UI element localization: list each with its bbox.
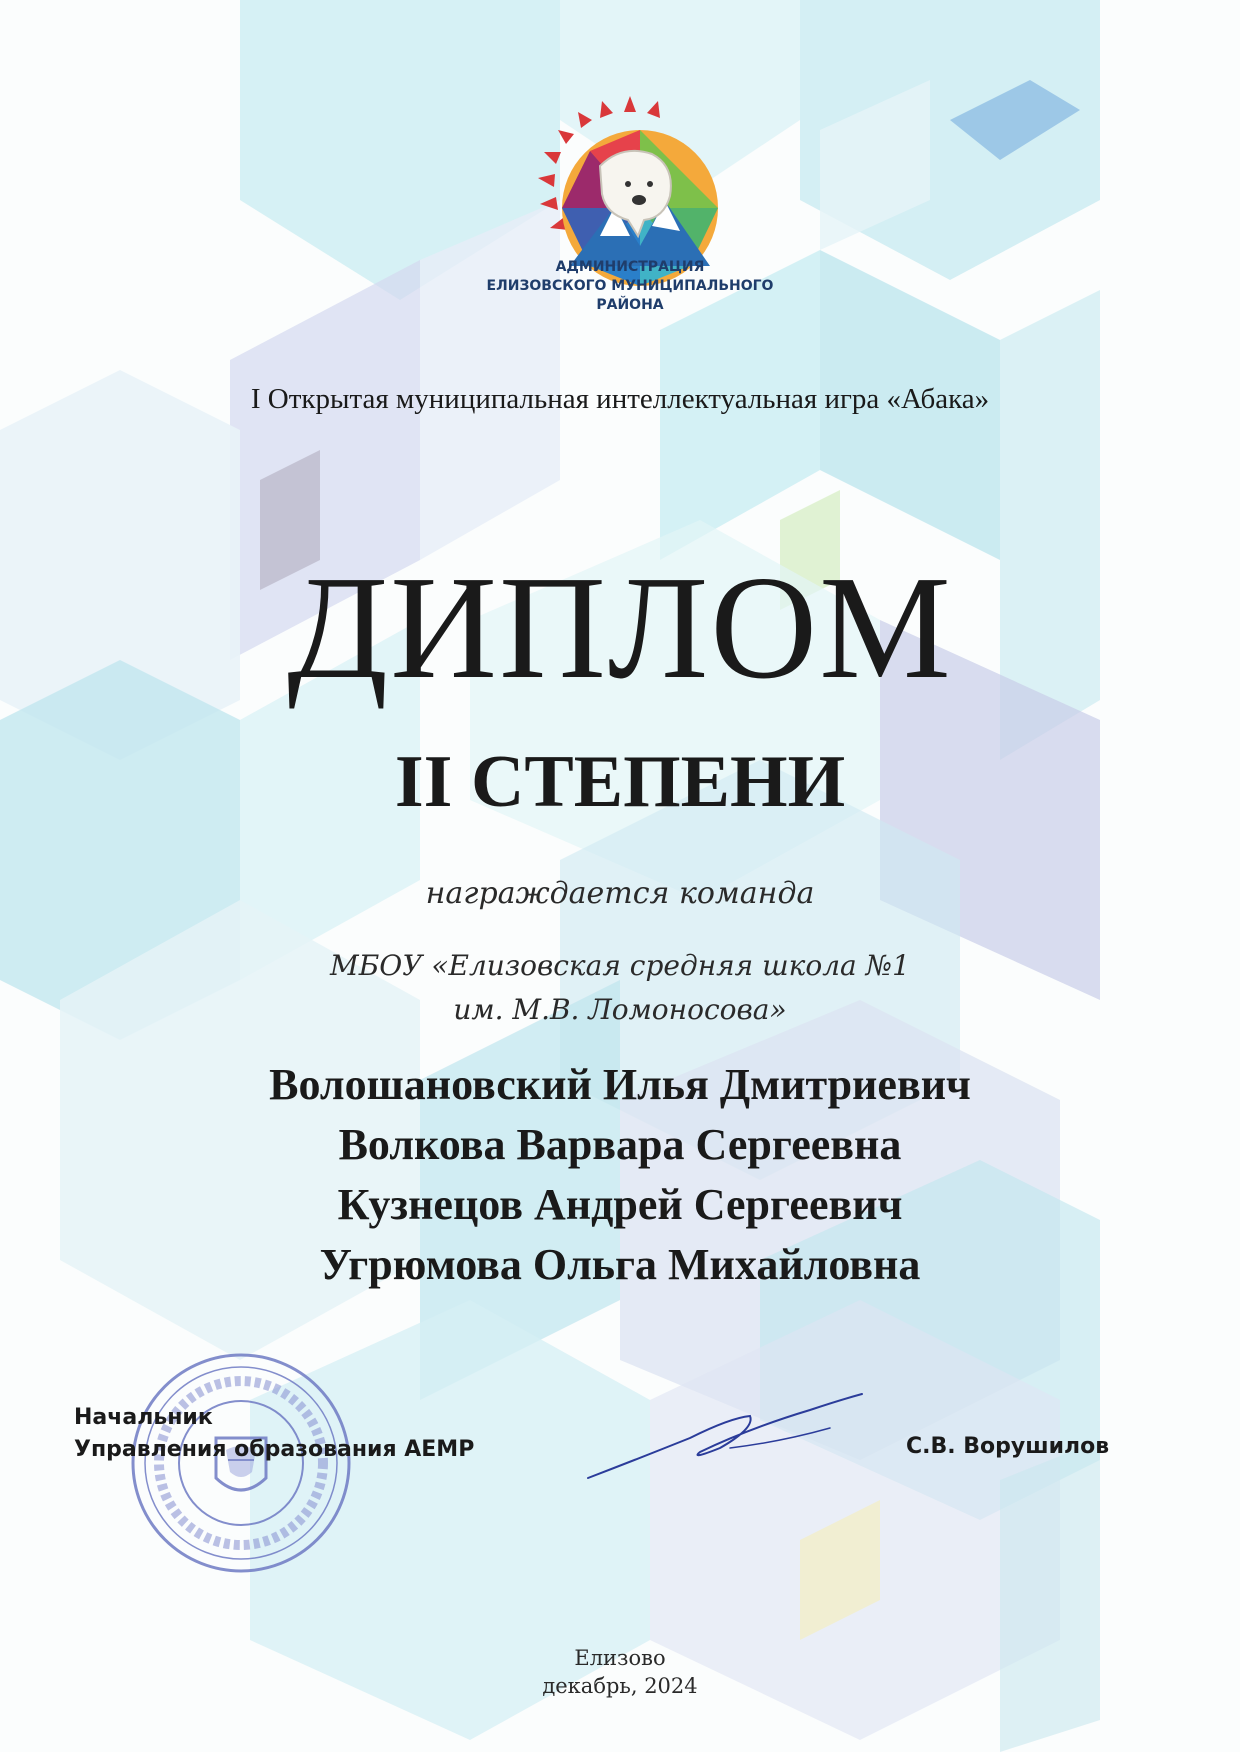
team-member: Волкова Варвара Сергеевна	[338, 1120, 902, 1169]
signatory-position-line: Управления образования АЕМР	[74, 1437, 475, 1462]
footer-city: Елизово	[574, 1646, 666, 1670]
handwritten-signature-icon	[580, 1388, 870, 1488]
signatory-name: С.В. Ворушилов	[906, 1434, 1110, 1459]
team-member: Угрюмова Ольга Михайловна	[319, 1240, 921, 1289]
footer-date: декабрь, 2024	[542, 1674, 698, 1698]
signatory-position-line: Начальник	[74, 1405, 213, 1430]
school-name	[100, 944, 1140, 1032]
awarded-text: награждается команда	[425, 876, 815, 911]
event-title: I Открытая муниципальная интеллектуальная игра «Абака»	[250, 383, 990, 415]
organization-name	[420, 258, 840, 315]
school-line: МБОУ «Елизовская средняя школа №1	[330, 949, 910, 982]
degree-title: II СТЕПЕНИ	[394, 741, 846, 823]
school-line: им. М.В. Ломоносова»	[453, 993, 787, 1026]
document-title: ДИПЛОМ	[287, 546, 953, 710]
footer	[420, 1644, 820, 1700]
team-members-list	[100, 1055, 1140, 1295]
team-member: Волошановский Илья Дмитриевич	[269, 1060, 971, 1109]
organization-line: РАЙОНА	[596, 297, 664, 313]
organization-line: АДМИНИСТРАЦИЯ	[555, 259, 705, 275]
team-member: Кузнецов Андрей Сергеевич	[337, 1180, 903, 1229]
organization-line: ЕЛИЗОВСКОГО МУНИЦИПАЛЬНОГО	[486, 278, 774, 294]
signatory-position	[74, 1402, 474, 1466]
